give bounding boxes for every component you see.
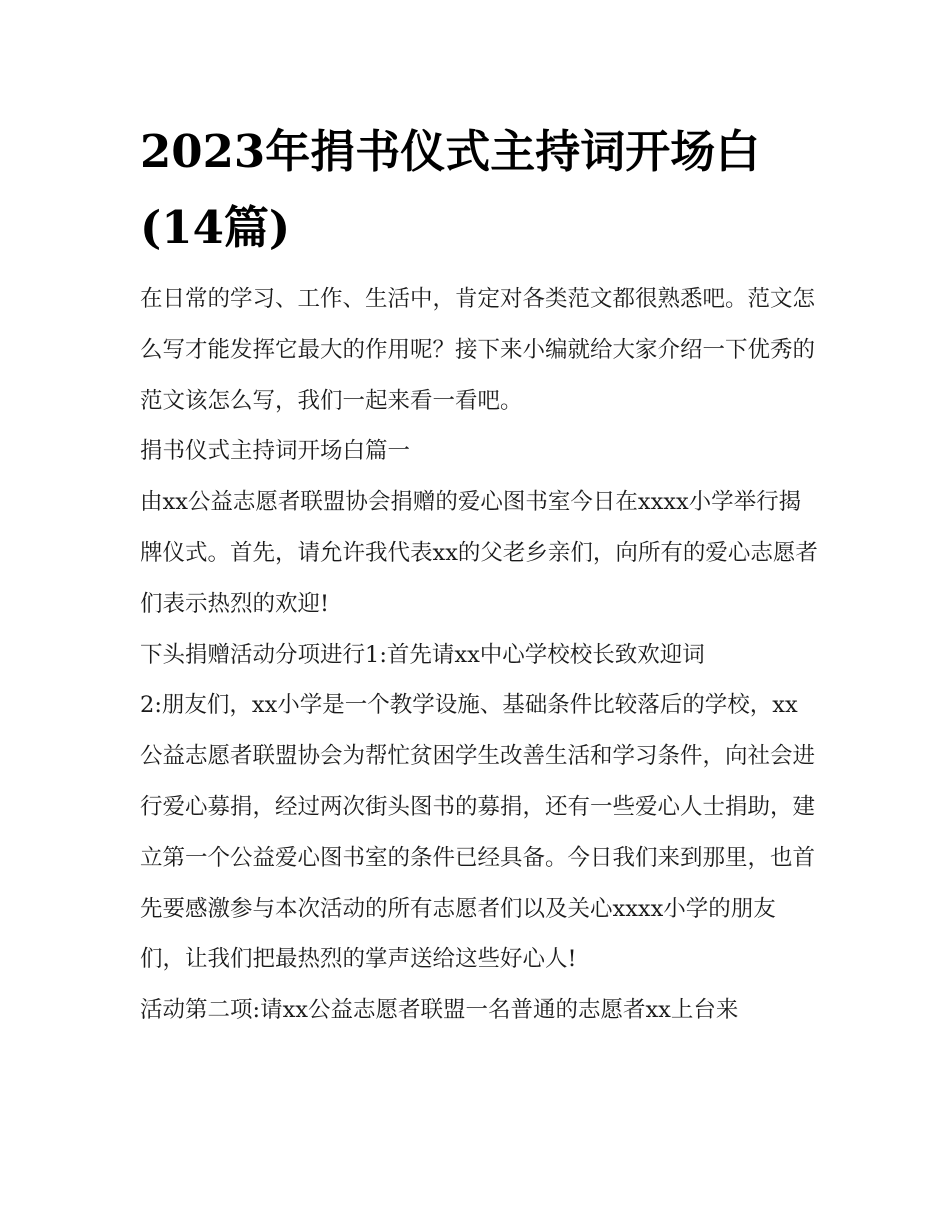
paragraph: 由xx公益志愿者联盟协会捐赠的爱心图书室今日在xxxx小学举行揭牌仪式。首先，请允许我代表xx的父老乡亲们，向所有的爱心志愿者们表示热烈的欢迎! bbox=[140, 489, 818, 617]
document-title: 2023年捐书仪式主持词开场白(14篇) bbox=[140, 125, 761, 254]
paragraph: 下头捐赠活动分项进行1:首先请xx中心学校校长致欢迎词 bbox=[140, 641, 705, 668]
section-heading: 捐书仪式主持词开场白篇一 bbox=[140, 438, 411, 465]
paragraph-intro: 在日常的学习、工作、生活中，肯定对各类范文都很熟悉吧。范文怎么写才能发挥它最大的作用呢？接下来小编就给大家介绍一下优秀的范文该怎么写，我们一起来看一看吧。 bbox=[140, 286, 816, 414]
paragraph: 2:朋友们，xx小学是一个教学设施、基础条件比较落后的学校，xx公益志愿者联盟协会为帮忙贫困学生改善生活和学习条件，向社会进行爱心募捐，经过两次街头图书的募捐，还有一些爱心人士捐助，建立第一个公益爱心图书室的条件已经具备。今日我们来到那里，也首先要感激参与本次活动的所有志愿者们以及关心xxxx小学的朋友们，让我们把最热烈的掌声送给这些好心人! bbox=[140, 692, 816, 973]
paragraph: 活动第二项:请xx公益志愿者联盟一名普通的志愿者xx上台来 bbox=[140, 997, 739, 1024]
document-body bbox=[140, 274, 820, 1036]
